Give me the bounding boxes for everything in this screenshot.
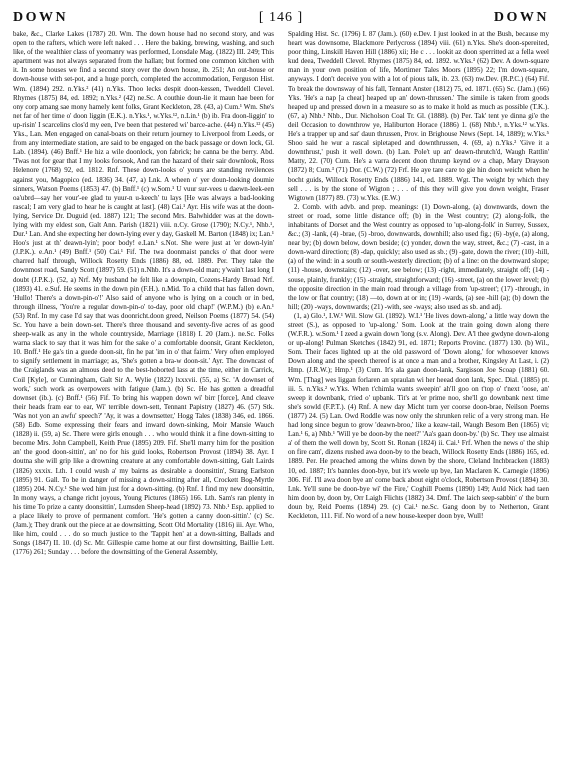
left-column: [13, 30, 274, 758]
right-column: [288, 30, 549, 758]
header-right-headword: DOWN: [493, 10, 549, 25]
text-columns: [13, 30, 549, 758]
right-paragraph-1: Spalding Hist. Sc. (1796) I. 87 (Jam.). (60) e.Dev. I just looked in at the Bush, because my heart was downsome, Blackmore Perlycross (1894) viii. (61) n.Yks. She's doon-spereited, poor thing, Linskill Haven Hill (1886) xii; He c . . . lookit az doon sperritted az a fella weel kud deea, Tweddell Clevel. Rhymes (1875) 84, ed. 1892. w.Yks.³ (62) Dev. A down-square man in your own position of life, Mortimer Tales Moors (1895) 22; I'm down-square, anyways. I don't deceive you with a lot of pious talk, ib. 23. (63) nw.Dev. (R.P.C.) (64) Fif. To break the downsway of his fall, Tennant Anster (1812) 75, ed. 1871. (65) Sc. (Jam.) (66) Yks. 'He's a nap [a cheat] heaped up an' down-thrussen.' The simile is taken from goods heaped up and pressed down in a measure so as to make it hold as much as possible (T.K.). (67, a) Nhb.¹ Nhb., Dur. Nicholson Coal Tr. Gl. (1888). (b) Per. Tak' tent ye dinna gi'e the deil Occasion to downthrow ye, Haliburton Horace (1886) 1. (68) Nhb.¹, n.Yks.¹² w.Yks. He's a trapper up and sat' daun thrussen, Prov. in Brighouse News (Sept. 14, 1889); w.Yks.⁵ Shoo said he wur a rascal sipletaped and downthrussen, 4. (69, a) n.Yks.² 'Give it a downthrust,' push it well down. (b) Lan. Pole't up an' deawn-thrutch'd, Waugh Rattlin' Matty, 22. (70) Cum. He's a varra decent doon thrump keynd ov a chap, Mary Drayson (1872) 8; Cum.³ (71) Dor. (C.W.) (72) Frf. He aye tare care to gie hin doon weicht when he bocht guids, Willock Rosetty Ends (1886) 141, ed. 1889. Wgt. The weight by which they sell . . . is by the stone of Wigton ; . . . of this they will give you down weight, Fraser Wigtown (1877) 89. (73) w.Yks. (E.W.): [288, 30, 549, 202]
right-paragraph-3: (1, a) Glo.¹, I.W.¹ Wil. Slow Gl. (1892). W.I.¹ 'He lives down-along,' a little way down the street (S.), as opposed to 'up-along.' Som. Look at the train going down along there (W.F.R.). w.Som.¹ I zeed a gwain down 'long (s.v. Along). Dev. A'l thee gwdyne down-along or up-along! Pulman Sketches (1842) 91, ed. 1871; Reports Provinc. (1877) 130. (b) Wil., Som. Their faces lighted up at the old password of 'Down along,' for whosoever knows Down along and the speech thereof is at once a man and a brother, Kingsley At Last, i. (2) Hmp. (J.R.W.); Hmp.¹ (3) Cum. It's ala gaan doon-lank, Sargisson Joe Scoap (1881) 60. Wm. [Thag] wes liggan forlaren an spraulan wi her heead doon lank, Spec. Dial. (1885) pt. iii. 5. n.Yks.² w.Yks. When t'chimla wants sweepin' ah'll goo on t'top o' t'next 'oose, an' sweep it downbank, t'ried o' upbank. Tit's at 'er prime noo, she'll go downbank next time she's sowld (F.P.T.). (4) Rnf. A new day Micht turn yer coorse doon-brae, Neilson Poems (1877) 24. (5) Lan. Owd Roddle was now only the shrunken relic of a very strong man. He had long since begun to grow 'deawn-broo,' like a keaw-tail, Waugh Besom Ben (1865) vi; Lan.¹ 6, a) Nhb.¹ 'Will ye be doon-by the neet?' 'Aa's gaan doon-by.' (b) Sc. They use almaist a' of them the well down by, Scott St. Ronan (1824) ii. Cai.¹ Frf. When the news o' the ship on fire cam', dizens rushed awa doon-by to the beach, Willock Rosetty Ends (1886) 165, ed. 1889. Per. He preached among the whins down by the shore, Cleland Inchbracken (1883) 10, ed. 1887; It's bannles doon-bye, but it's weele up bye, Ian Maclaren K. Carnegie (1896) 306. Fif. I'll awa doon bye an' come back about eight o'clock, Robertson Provost (1894) 30. Lnk. Ye'll sune be doon-bye wi' the Fire,' Coghill Poems (1890) 149; Auld Nick had taen him doon by, doon by, Orr Laigh Flichts (1882) 34. Dmf. The laich seep-sabbin' o' the burn doun by, Reid Poems (1894) 29. (c) Cai.¹ ne.Sc. Gang doon by to Netherton, Grant Keckleton, 111. Fif. No word of a new house-keeper doon bye, Wull!: [288, 311, 549, 520]
header-left-headword: DOWN: [13, 10, 69, 25]
right-paragraph-2: 2. Comb. with advb. and prep. meanings: (1) Down-along, (a) downwards, down the street or road, some little distance off; (b) in the West country; (2) along-folk, the inhabitants of Dorset and the West country as opposed to 'up-along-folk' in Surrey, Sussex, &c.; (3) -lank, (4) -brae, (5) -broo, downwards, downhill; also used fig.; (6) -by(e, (a) along, near by; (b) down below, down beside; (c) yonder, down the way, street, &c.; (7) -cast, in a down-ward direction; (8) -dap, quickly; also used as sb.; (9) -gate, down the river; (10) -hill, (a) of the wind: in a south or south-westerly direction; (b) of a line: on the downward slope; (11) -house, downstairs; (12) -over, see below; (13) -right, immediately, straight off; (14) -souse, plainly, frankly; (15) -straight, straightforward; (16) -street, (a) on the lower level; (b) the opposite direction in the main road through a village from 'up-street'; (17) -through, in the low or flat country; (18) —to, down at or in; (19) -wards, (a) see -hill (a); (b) down the hill; (20) -ways, downwards; (21) -with, see -ways; also used as sb. and adj.: [288, 202, 549, 311]
header-page-number: [ 146 ]: [258, 10, 304, 25]
left-paragraph-1: bake, &c., Clarke Lakes (1787) 20. Wm. The down house had no second story, and was open to the rafters, which were left naked . . . Here the baking, brewing, washing, and such like, of the wealthier class of yeomanry was performed, Lonsdale Mag. (1822) III. 249; This apartment was not always separated from the hallan; but formed one common kitchen with it. In some houses we find a second story over the down house, ib. 251; An out-house or down-house with set-pot, and a huge porch, completed the accommodation, Ferguson Hist. Wm. (1894) 292. n.Yks.² (41) n.Yks. Thoo lecks despit doon-kessen, Tweddell Clevel. Rhymes (1875) 84, ed. 1892; n.Yks.² (42) ne.Sc. A couthie doun-lie it maun hae been for ony corp amang sae mony hamely kent folks, Grant Keckleton, 28. (43, a) Cum.¹ Wm. She's net far of her time o' doon liggin (E.K.). n.Yks.¹, w.Yks.¹², n.Lin.¹ (b) ib. Fra doon-liggin' to up-risin' I scarcelins clos'd my een, I've been that pestered wi' barce-ache. (44) n.Yks.¹² (45) Yks., Lan. Men engaged on canal-boats on their return journey to Liverpool from Leeds, or from any intermediate station, are said to be engaged on the back passage or down lock, Gl. Lab. (1894). (46) Bnff.¹ He hiz a wile doonlock, yon fabrick; he canna be the berry. Abd. 'Twas not for gear that I my looks forsook, And ran the hazard of their sair downlook, Ross Helenore (1768) 92, ed. 1812. Rnf. These down-looks o' yours are standing revilences against you, Magopico (ed. 1836) 34. (47, a) Lnk. A wheen o' yer doun-looking doumie sinners, Watson Poems (1853) 47. (b) Bnff.¹ (c) w.Som.¹ U vuur sur-vees u daewn-leek-een oa'ubrd—say her vour'-ee glad tu yuur-n u-keech' tu lays [He was always a bad-looking rascal; I am very glad to hear he is caught at last]. (48) Cai.¹ Ayr. His wife was at the doon-lying, Service Dr. Duguid (ed. 1887) 121; The second Mrs. Balwhidder was at the down-lying with my eldest son, Galt Ann. Parish (1821) viii. n.Cy. Grose (1790); N.Cy.¹, Nhb.¹, Dur.¹ Lan. And she expecting her down-lying ever y day, Gaskell M. Barton (1848) ix; Lan.¹ Hoo's just at th' deawn-lyin'; poor body! e.Lan.¹ s.Not. She were just at 'er down-lyin' (J.P.K.). e.An.¹ (49) Bnff.¹ (50) Cai.¹ Fif. The twa doonmaist pancks o' that door were charred half through, Willock Rosetty Ends (1886) 88, ed. 1889. Per. They take the downmost road, Sandy Scott (1897) 59. (51) n.Nhb. It's a down-old man; y'wain't last long I doubt (J.P.K.). (52, a) Nrf. My husband he felt like a downpin, Cozens-Hardy Broad Nrf. (1893) 41. e.Suf. He seems in the down pin (F.H.). n.Mid. To a child that has fallen down, 'Hullo! There's a down-pin-o'!' Also said of anyone who is lying on a couch or in bed, through illness, 'You're a regular down-pin-o' to-day, poor old chap!' (W.P.M.) (b) e.An.¹ (53) Rnf. In my case I'd say that was doonricht.doon greed, Neilson Poems (1877) 54. (54) Sc. You have a bein down-set. There's three thousand and seventy-five acres of as good sheep-walk as any in the whole countryside, Marriage (1818) I. 20 (Jam.). ne.Sc. Folks warna slack to say that it was him for the sake o' a comfortable doonsit, Grant Keckleton, 10. Bnff.¹ He ga's tin a guede doon-sit, fin he pat 'im in o' that fairm.' Very often employed to signify settlement in marriage; as, 'She's gotten a bra-w doon-sit.' Ayr. The downcast of the Craiglands was an almous deed to the best-hoborted lass at the time, either in Carrick, Coil [Kyle], or Cunningham, Galt Sir A. Wylie (1822) lxxxvii. (55, a) Sc. 'A downset of work,' such work as overpowers with fatigue (Jam.). (b) Sc. He has gotten a dreadful downset (ib.). (c) Bnff.¹ (56) Fif. To bring his wappen down wi' birr [force], And cleave their heads fram ear to ear, Wi' terrible down-sett, Tennant Papistry (1827) 46. (57) Stk. 'Was not yon an awfu' speech?' 'Ay, it was a downsetter,' Hogg Tales (1838) 346, ed. 1866. (58) Edb. Some expressing their fears and inward down-sinking, Moir Mansie Wauch (1828) ii. (59, a) Sc. There were girls enough . . . who would think it a fine down-sitting to become Mrs. John Campbell, Keith Prue (1895) 209. Fif. She'll marry him for the position an' the good doon-sittin', an' no for his guid looks, Robertson Provost (1894) 38. Ayr. I doutna she will grip like a drowning creature at any comfortable down-sitting, Galt Lairds (1826) xxxix. Lth. I could wush a' my bairns as desirable a doonsittin', Strang Earlston (1895) 91. Gall. To be in danger of missing a down-sitting after all, Crockett Bog-Myrtle (1895) 204. N.Cy.¹ She wed him just for a down-sitting. (b) Rnf. I find my new doonsittin, In mony ways, a change richt joyous, Young Pictures (1865) 166. Lth. Sam's ran plenty in his time To prize a canty doonsittin', Lumsden Sheep-head (1892) 73. Nhb.¹ Esp. applied to a place likely to prove of permanent comfort. 'He's gotten a canny doon-sittin'.' (c) Sc. (Jam.); They drank out the piece at ae downsitting, Scott Old Mortality (1816) iii. Ayr. Who, like him, could . . . do so much justice to the 'Tappit hen' at a down-sitting, Ballads and Songs (1847) II. 10. (d) Sc. Mr. Gillespie came home at our first downsitting, Baillie Lett. (1776) 261; Sunday . . . before the downsitting of the General Assembly,: [13, 30, 274, 557]
running-header: [13, 0, 549, 26]
